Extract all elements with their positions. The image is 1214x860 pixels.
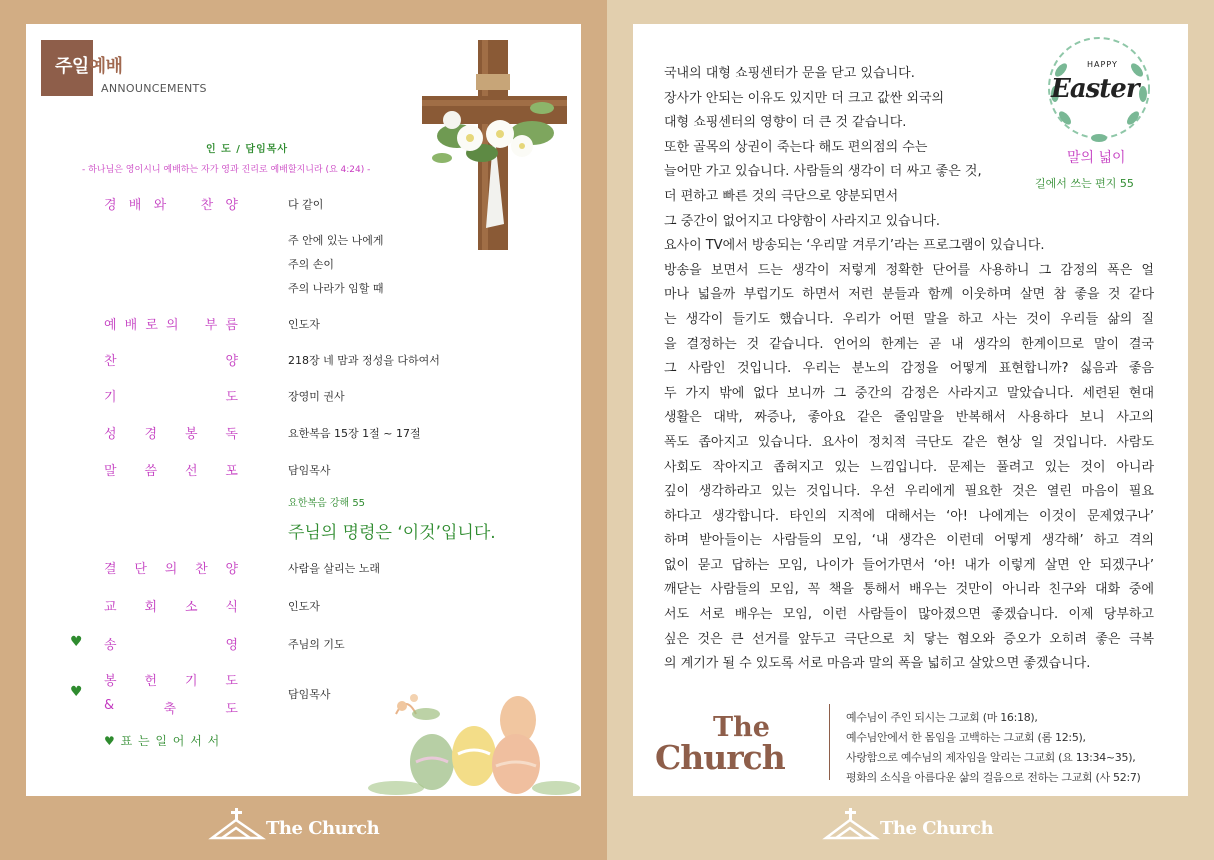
- order-value-call-to-worship: 인도자: [288, 318, 320, 331]
- heart-icon: ♥: [70, 684, 83, 700]
- praise-song-2: 주의 손이: [288, 258, 335, 271]
- order-value-prayer: 장영미 권사: [288, 390, 345, 403]
- order-value-sermon: 담임목사: [288, 464, 331, 477]
- order-value-announcements: 인도자: [288, 600, 320, 613]
- body-line: 서도 서로 배우는 모임, 이런 사람들이 많아졌으면 좋겠습니다. 이제 당부하고: [664, 607, 1154, 623]
- invocation-title: 인 도 / 담임목사: [206, 144, 289, 155]
- page-title: 주일예배: [55, 56, 123, 77]
- body-line: 없이 묻고 답하는 모임, 나이가 들어가면서 ‘아! 내가 이렇게 살면 안 되겠구나’: [664, 557, 1154, 573]
- easter-logo-text: Easter: [1051, 74, 1139, 104]
- church-logo: [655, 712, 815, 777]
- body-line: 장사가 안되는 이유도 있지만 더 크고 값싼 외국의: [664, 90, 945, 106]
- church-mission-statements: [846, 708, 1141, 788]
- order-label-scripture: 성 경 봉 독: [104, 427, 238, 442]
- body-line: 을 결정하는 것 같습니다. 언어의 한계는 곧 내 생각의 한계이므로 말이 결국: [664, 336, 1154, 352]
- praise-song-3: 주의 나라가 임할 때: [288, 282, 384, 295]
- footer-logo-left: [208, 806, 388, 846]
- body-line: 깊이 생각하라고 있는 것입니다. 우선 우리에게 필요한 것은 열린 마음이 필요: [664, 484, 1154, 500]
- footer-logo-text: The Church: [880, 818, 994, 839]
- body-line: 또한 골목의 상권이 죽는다 해도 편의점의 수는: [664, 139, 928, 155]
- body-line: 깨닫는 사람들의 모임, 꼭 책을 통해서 배우는 것만이 아니라 친구와 대화 중에: [664, 582, 1154, 598]
- mission-line: 평화의 소식을 아름다운 삶의 걸음으로 전하는 그교회 (사 52:7): [846, 771, 1141, 784]
- column-body: [664, 62, 1154, 677]
- column-title: 말의 넓이: [1067, 150, 1126, 166]
- order-label-hymn: 찬 양: [104, 354, 238, 369]
- praise-song-1: 주 안에 있는 나에게: [288, 234, 384, 247]
- church-building-icon: [822, 806, 880, 842]
- order-value-response-hymn: 사람을 살리는 노래: [288, 562, 381, 575]
- body-line: 두 가지 밖에 없다 보니까 그 중간의 감정은 사라지고 말았습니다. 세련된 현대: [664, 385, 1154, 401]
- divider: [829, 704, 830, 780]
- heart-icon: ♥: [70, 634, 83, 650]
- footer-logo-right: [822, 806, 1002, 846]
- order-label-benediction: & 축 도: [104, 698, 238, 717]
- order-label-doxology: 송 영: [104, 638, 238, 653]
- invocation-verse: - 하나님은 영이시니 예배하는 자가 영과 진리로 예배할지니라 (요 4:24) -: [82, 165, 371, 175]
- order-label-announcements: 교 회 소 식: [104, 600, 238, 615]
- order-label-worship-praise: 경 배 와 찬 양: [104, 198, 238, 213]
- footer-logo-text: The Church: [266, 818, 380, 839]
- body-line: 싶은 것은 큰 선거를 앞두고 극단으로 치 닿는 혐오와 증오가 오히려 좋은 극복: [664, 631, 1154, 647]
- order-label-prayer: 기 도: [104, 390, 238, 405]
- cross-illustration: [412, 38, 577, 253]
- body-line: 하며 받아들이는 사람들의 모임, ‘내 생각은 이런데 어떻게 생각해’ 하고 격의: [664, 533, 1154, 549]
- body-line: 국내의 대형 쇼핑센터가 문을 닫고 있습니다.: [664, 66, 915, 81]
- body-line: 그 중간이 없어지고 다양함이 사라지고 있습니다.: [664, 213, 940, 229]
- order-value-scripture: 요한복음 15장 1절 ~ 17절: [288, 427, 421, 440]
- body-line: 그 사람인 것입니다. 우리는 분노의 감정을 어떻게 표현합니까? 싫음과 좋음: [664, 361, 1154, 377]
- order-label-offering: 봉 헌 기 도: [104, 674, 238, 689]
- order-label-call-to-worship: 예 배 로 의 부 름: [104, 318, 238, 333]
- order-value-offering: 담임목사: [288, 688, 331, 701]
- body-line: 폭도 좁아지고 있습니다. 요사이 정치적 극단도 같은 현상 일 것입니다. 사람도: [664, 434, 1154, 450]
- stand-note: ♥ 표 는 일 어 서 서: [104, 734, 221, 748]
- body-line: 의 계기가 될 수 있도록 서로 마음과 말의 폭을 넓히고 살았으면 좋겠습니다.: [664, 656, 1091, 672]
- church-building-icon: [208, 806, 266, 842]
- body-line: 방송을 보면서 드는 생각이 저렇게 정확한 단어를 사용하니 그 감정의 폭은 얼: [664, 262, 1154, 278]
- sermon-title: 주님의 명령은 ‘이것’입니다.: [288, 523, 496, 543]
- body-line: 하다고 생각합니다. 타인의 지적에 대해서는 ‘아! 나에게는 이것이 문제였구나’: [664, 508, 1154, 524]
- order-value-doxology: 주님의 기도: [288, 638, 345, 651]
- mission-line: 예수님안에서 한 몸임을 고백하는 그교회 (롬 12:5),: [846, 731, 1086, 744]
- body-line: 마나 넓을까 부럽기도 하면서 저런 분들과 함께 이웃하며 살면 참 좋을 것 같다: [664, 287, 1154, 303]
- body-line: 요사이 TV에서 방송되는 ‘우리말 겨루기’라는 프로그램이 있습니다.: [664, 238, 1045, 254]
- page-subtitle: ANNOUNCEMENTS: [101, 82, 207, 95]
- mission-line: 예수님이 주인 되시는 그교회 (마 16:18),: [846, 711, 1038, 724]
- body-line: 대형 쇼핑센터의 영향이 더 큰 것 같습니다.: [664, 115, 907, 131]
- church-logo-the: The: [713, 712, 770, 743]
- church-logo-church: Church: [655, 738, 785, 777]
- body-line: 는 생각이 들기도 했습니다. 우리가 어떤 말을 하고 사는 것이 우리들 삶의 질: [664, 311, 1154, 327]
- mission-line: 사랑함으로 예수님의 제자임을 알리는 그교회 (요 13:34~35),: [846, 751, 1136, 764]
- easter-eggs-illustration: [366, 684, 581, 796]
- sermon-reference: 요한복음 강해 55: [288, 498, 366, 509]
- body-line: 생활은 대박, 짜증나, 좋아요 같은 줄임말을 반복해서 사용하다 보니 사고의: [664, 410, 1154, 426]
- body-line: 더 편하고 빠른 것의 극단으로 양분되면서: [664, 188, 899, 204]
- order-label-response-hymn: 결 단 의 찬 양: [104, 562, 238, 577]
- column-subtitle: 길에서 쓰는 편지 55: [1035, 177, 1134, 190]
- body-line: 늘어만 가고 있습니다. 사람들의 생각이 더 싸고 좋은 것,: [664, 164, 982, 180]
- order-value-worship-praise: 다 같이: [288, 198, 324, 211]
- order-label-sermon: 말 씀 선 포: [104, 464, 238, 479]
- order-value-hymn: 218장 네 맘과 정성을 다하여서: [288, 354, 440, 367]
- body-line: 사회도 작아지고 좁혀지고 있는 느낌입니다. 문제는 풀려고 있는 것이 아니라: [664, 459, 1154, 475]
- bulletin-right-page: [633, 24, 1188, 796]
- bulletin-left-page: [26, 24, 581, 796]
- easter-happy-text: HAPPY: [1087, 60, 1118, 69]
